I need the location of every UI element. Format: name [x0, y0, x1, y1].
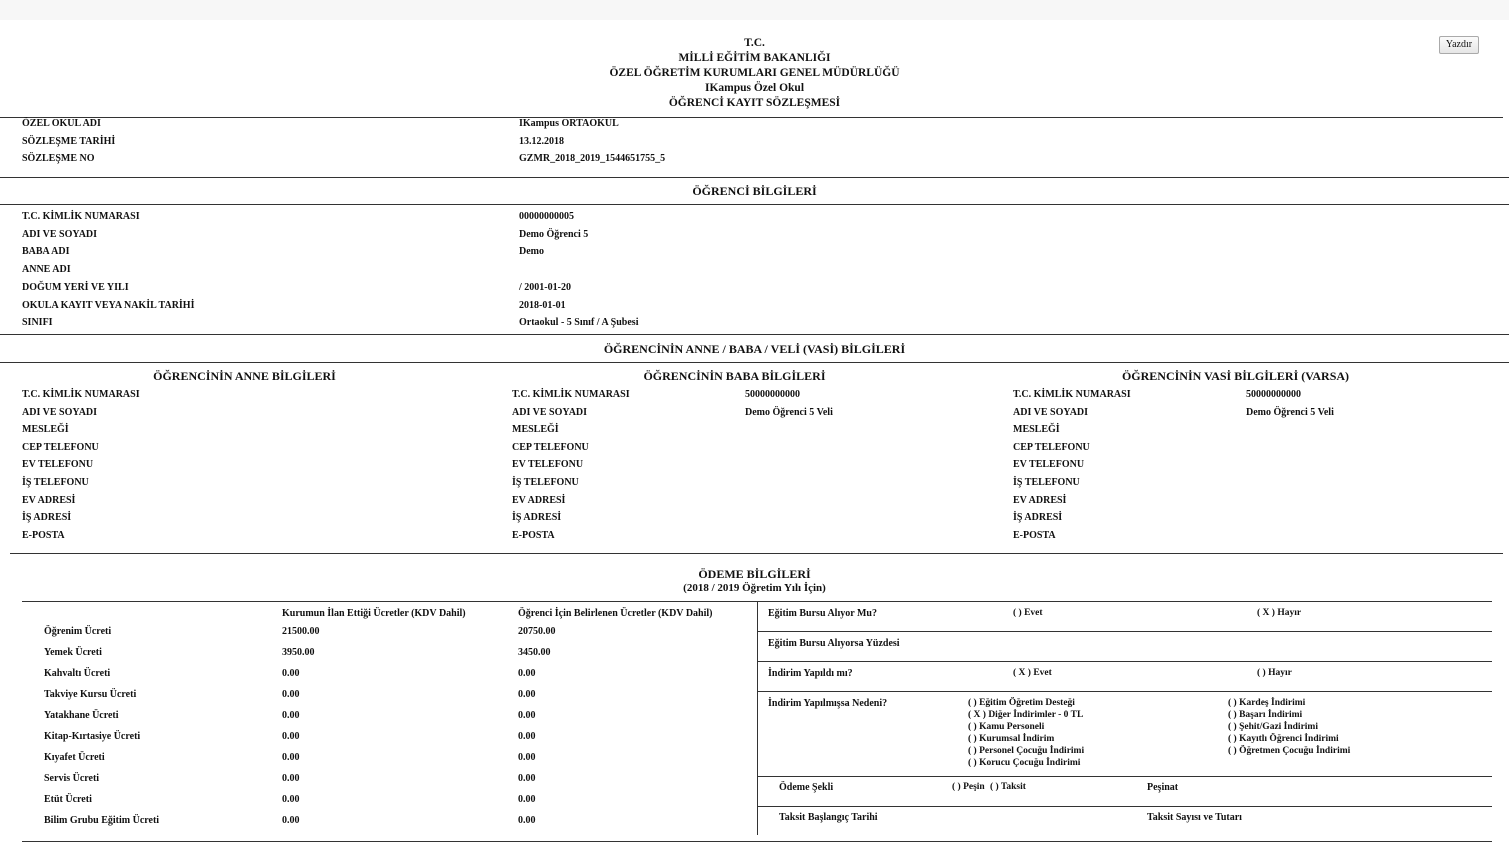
- divider: [757, 631, 1492, 632]
- father-field-label: EV TELEFONU: [512, 459, 584, 471]
- fee-student: 0.00: [518, 815, 536, 826]
- installment-start-label: Taksit Başlangıç Tarihi: [779, 812, 878, 823]
- mother-section-title: ÖĞRENCİNİN ANNE BİLGİLERİ: [153, 369, 336, 383]
- fee-student: 0.00: [518, 710, 536, 721]
- discount-question: İndirim Yapıldı mı?: [768, 668, 853, 679]
- discount-no-option[interactable]: ( ) Hayır: [1257, 668, 1292, 678]
- header-directorate: ÖZEL ÖĞRETİM KURUMLARI GENEL MÜDÜRLÜĞÜ: [609, 67, 900, 79]
- fee-announced: 0.00: [282, 815, 300, 826]
- contract-value: 13.12.2018: [519, 135, 564, 147]
- fee-student: 0.00: [518, 794, 536, 805]
- fee-announced: 0.00: [282, 752, 300, 763]
- guardian-field-label: CEP TELEFONU: [1013, 441, 1090, 453]
- fee-announced: 0.00: [282, 731, 300, 742]
- scholarship-yes-option[interactable]: ( ) Evet: [1013, 608, 1043, 618]
- header-school: IKampus Özel Okul: [704, 82, 805, 94]
- guardian-field-label: E-POSTA: [1013, 529, 1056, 541]
- fee-name: Yemek Ücreti: [44, 647, 102, 658]
- guardian-field-label: T.C. KİMLİK NUMARASI: [1013, 389, 1131, 400]
- fee-student: 20750.00: [518, 626, 556, 637]
- discount-reason-option[interactable]: ( ) Korucu Çocuğu İndirimi: [968, 758, 1081, 768]
- guardian-field-label: İŞ TELEFONU: [1013, 477, 1080, 488]
- fee-name: Kitap-Kırtasiye Ücreti: [44, 731, 141, 742]
- student-value: Ortaokul - 5 Sınıf / A Şubesi: [519, 317, 639, 329]
- student-value: 2018-01-01: [519, 299, 566, 311]
- mother-field-label: T.C. KİMLİK NUMARASI: [22, 389, 140, 400]
- fee-name: Öğrenim Ücreti: [44, 626, 112, 637]
- divider: [10, 553, 1503, 554]
- student-label: SINIFI: [22, 317, 53, 329]
- father-field-label: İŞ TELEFONU: [512, 477, 579, 488]
- student-value: / 2001-01-20: [519, 281, 571, 293]
- student-value: 00000000005: [519, 211, 574, 222]
- fee-announced: 0.00: [282, 668, 300, 679]
- fee-name: Bilim Grubu Eğitim Ücreti: [44, 815, 160, 826]
- installment-count-label: Taksit Sayısı ve Tutarı: [1147, 812, 1242, 823]
- fee-student: 0.00: [518, 668, 536, 679]
- fee-name: Yatakhane Ücreti: [44, 710, 119, 721]
- mother-field-label: E-POSTA: [22, 529, 65, 541]
- fee-student: 3450.00: [518, 647, 551, 658]
- fee-announced: 0.00: [282, 794, 300, 805]
- payment-cash-option[interactable]: ( ) Peşin: [952, 782, 985, 792]
- fee-student: 0.00: [518, 689, 536, 700]
- fee-announced: 0.00: [282, 710, 300, 721]
- fee-name: Servis Ücreti: [44, 773, 100, 784]
- father-field-label: ADI VE SOYADI: [512, 406, 588, 418]
- fee-student: 0.00: [518, 731, 536, 742]
- father-field-label: MESLEĞİ: [512, 424, 559, 436]
- fee-announced: 3950.00: [282, 647, 315, 658]
- fee-name: Kahvaltı Ücreti: [44, 668, 111, 679]
- student-value: Demo: [519, 246, 544, 258]
- discount-reason-option[interactable]: ( ) Başarı İndirimi: [1228, 710, 1303, 720]
- payment-method-label: Ödeme Şekli: [779, 782, 834, 793]
- father-field-value: Demo Öğrenci 5 Veli: [745, 406, 833, 418]
- guardian-field-label: ADI VE SOYADI: [1013, 406, 1089, 418]
- divider: [757, 776, 1492, 777]
- contract-label: SÖZLEŞME TARİHİ: [22, 135, 116, 147]
- mother-field-label: EV TELEFONU: [22, 459, 94, 471]
- fee-name: Takviye Kursu Ücreti: [44, 689, 137, 700]
- divider: [757, 661, 1492, 662]
- discount-reason-option[interactable]: ( ) Şehit/Gazi İndirimi: [1228, 722, 1318, 732]
- down-payment-label: Peşinat: [1147, 782, 1179, 793]
- fee-announced: 0.00: [282, 689, 300, 700]
- top-bar: [0, 0, 1509, 20]
- contract-label: SÖZLEŞME NO: [22, 153, 95, 164]
- guardian-field-label: EV TELEFONU: [1013, 459, 1085, 471]
- fee-name: Etüt Ücreti: [44, 794, 92, 805]
- divider: [22, 841, 1492, 842]
- scholarship-question: Eğitim Bursu Alıyor Mu?: [768, 608, 877, 619]
- contract-value: GZMR_2018_2019_1544651755_5: [519, 153, 666, 164]
- header-ministry: MİLLİ EĞİTİM BAKANLIĞI: [678, 52, 831, 64]
- student-value: Demo Öğrenci 5: [519, 228, 589, 240]
- divider: [0, 334, 1509, 335]
- discount-reason-option[interactable]: ( ) Kayıtlı Öğrenci İndirimi: [1228, 734, 1339, 744]
- divider: [757, 806, 1492, 807]
- divider: [0, 362, 1509, 363]
- father-field-label: T.C. KİMLİK NUMARASI: [512, 389, 630, 400]
- fee-student: 0.00: [518, 752, 536, 763]
- discount-yes-option[interactable]: ( X ) Evet: [1013, 668, 1052, 678]
- discount-reason-option[interactable]: ( ) Personel Çocuğu İndirimi: [968, 746, 1085, 756]
- guardian-section-title: ÖĞRENCİNİN VASİ BİLGİLERİ (VARSA): [1121, 369, 1350, 383]
- student-label: ADI VE SOYADI: [22, 228, 98, 240]
- father-field-value: 50000000000: [745, 389, 800, 400]
- mother-field-label: ADI VE SOYADI: [22, 406, 98, 418]
- student-fees-header: Öğrenci İçin Belirlenen Ücretler (KDV Dahil): [518, 608, 713, 619]
- fee-student: 0.00: [518, 773, 536, 784]
- mother-field-label: EV ADRESİ: [22, 494, 76, 506]
- divider: [0, 117, 1503, 118]
- discount-reason-option[interactable]: ( ) Kurumsal İndirim: [968, 734, 1055, 744]
- student-label: OKULA KAYIT VEYA NAKİL TARİHİ: [22, 299, 195, 311]
- fee-announced: 0.00: [282, 773, 300, 784]
- father-field-label: İŞ ADRESİ: [512, 512, 562, 524]
- divider: [757, 691, 1492, 692]
- contract-label: ÖZEL OKUL ADI: [22, 118, 101, 129]
- discount-reason-option[interactable]: ( ) Kamu Personeli: [968, 722, 1045, 732]
- mother-field-label: CEP TELEFONU: [22, 441, 99, 453]
- payment-section-subtitle: (2018 / 2019 Öğretim Yılı İçin): [683, 582, 826, 594]
- mother-field-label: MESLEĞİ: [22, 424, 69, 436]
- mother-field-label: İŞ TELEFONU: [22, 477, 89, 488]
- announced-fees-header: Kurumun İlan Ettiği Ücretler (KDV Dahil): [282, 608, 466, 619]
- fee-announced: 21500.00: [282, 626, 320, 637]
- divider: [0, 204, 1509, 205]
- mother-field-label: İŞ ADRESİ: [22, 512, 72, 524]
- scholarship-no-option[interactable]: ( X ) Hayır: [1257, 608, 1302, 618]
- column-divider: [757, 601, 758, 835]
- guardian-field-label: İŞ ADRESİ: [1013, 512, 1063, 524]
- discount-reason-option[interactable]: ( X ) Diğer İndirimler - 0 TL: [968, 710, 1084, 720]
- parents-section-title: ÖĞRENCİNİN ANNE / BABA / VELİ (VASİ) BİLGİLERİ: [603, 342, 906, 356]
- student-section-title: ÖĞRENCİ BİLGİLERİ: [692, 184, 817, 198]
- discount-reason-option[interactable]: ( ) Eğitim Öğretim Desteği: [968, 698, 1075, 708]
- print-button[interactable]: Yazdır: [1439, 36, 1479, 54]
- father-field-label: CEP TELEFONU: [512, 441, 589, 453]
- header-tc: T.C.: [744, 37, 765, 49]
- scholarship-percentage-label: Eğitim Bursu Alıyorsa Yüzdesi: [768, 638, 900, 649]
- father-section-title: ÖĞRENCİNİN BABA BİLGİLERİ: [643, 369, 826, 383]
- discount-reason-label: İndirim Yapılmışsa Nedeni?: [768, 698, 888, 709]
- guardian-field-value: 50000000000: [1246, 389, 1301, 400]
- student-label: DOĞUM YERİ VE YILI: [22, 281, 129, 293]
- page-title: ÖĞRENCİ KAYIT SÖZLEŞMESİ: [668, 97, 841, 109]
- fee-name: Kıyafet Ücreti: [44, 752, 105, 763]
- payment-section-title: ÖDEME BİLGİLERİ: [698, 567, 811, 581]
- discount-reason-option[interactable]: ( ) Öğretmen Çocuğu İndirimi: [1228, 746, 1351, 756]
- guardian-field-label: EV ADRESİ: [1013, 494, 1067, 506]
- discount-reason-option[interactable]: ( ) Kardeş İndirimi: [1228, 698, 1306, 708]
- father-field-label: E-POSTA: [512, 529, 555, 541]
- guardian-field-label: MESLEĞİ: [1013, 424, 1060, 436]
- student-label: BABA ADI: [22, 246, 70, 258]
- student-label: ANNE ADI: [22, 264, 71, 276]
- payment-installment-option[interactable]: ( ) Taksit: [990, 782, 1026, 792]
- contract-value: IKampus ORTAOKUL: [519, 118, 619, 129]
- father-field-label: EV ADRESİ: [512, 494, 566, 506]
- guardian-field-value: Demo Öğrenci 5 Veli: [1246, 406, 1334, 418]
- student-label: T.C. KİMLİK NUMARASI: [22, 211, 140, 222]
- divider: [0, 177, 1509, 178]
